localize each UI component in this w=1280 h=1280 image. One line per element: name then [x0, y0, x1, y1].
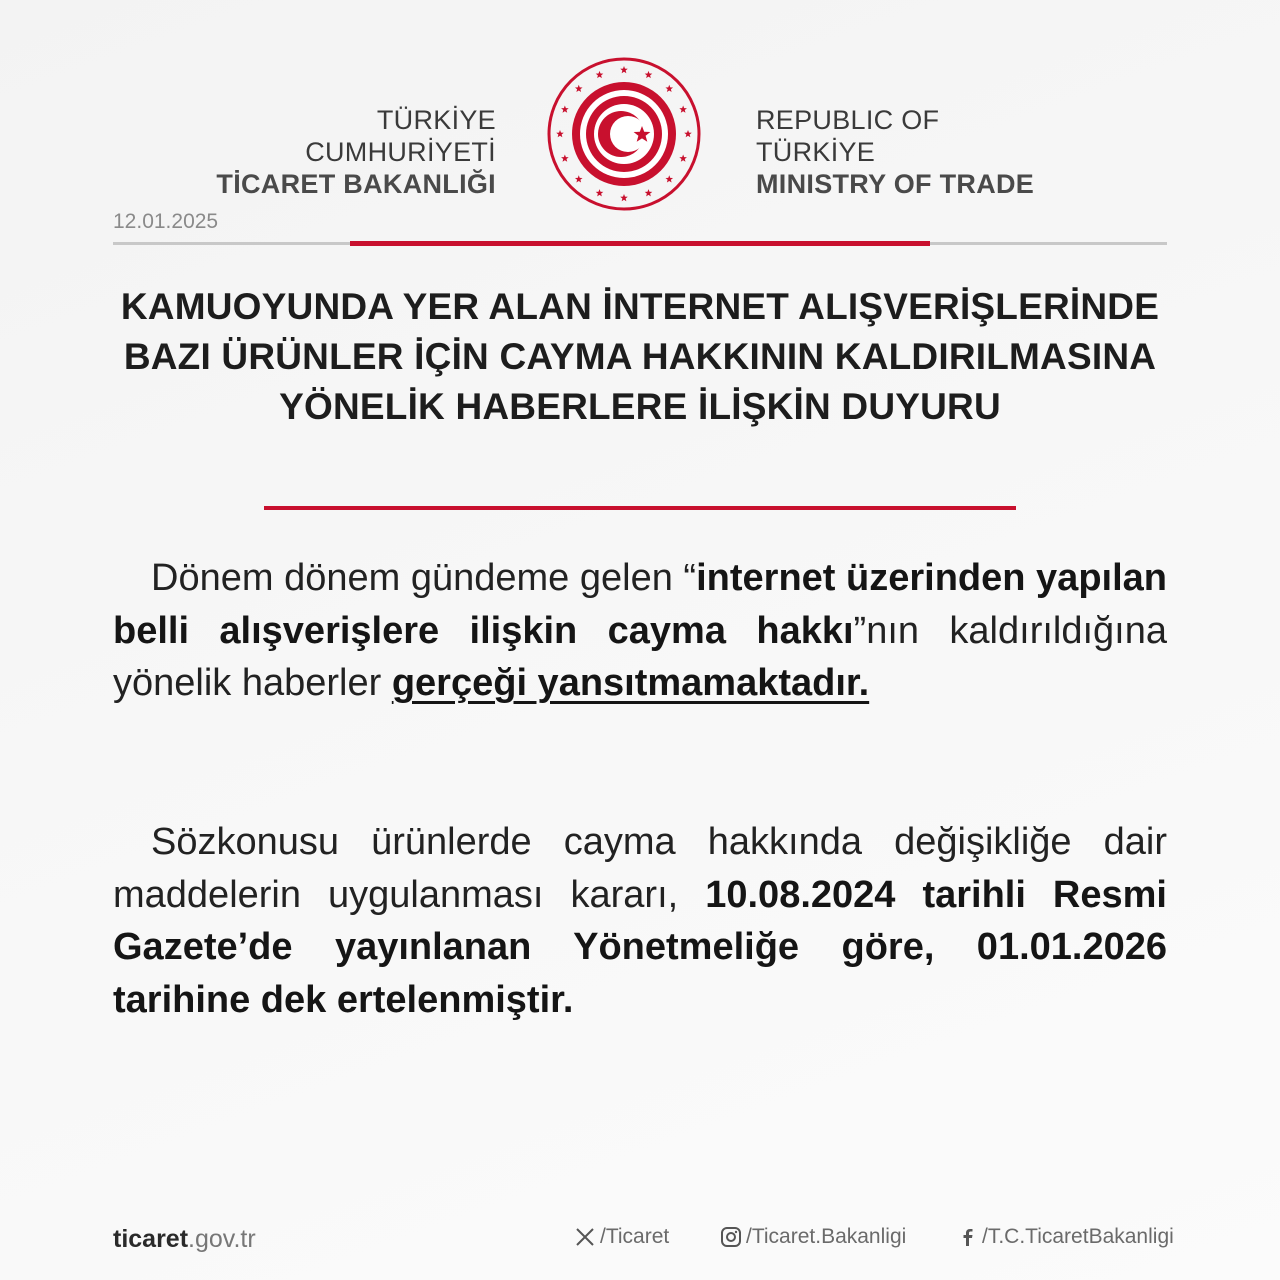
- paragraph-2-intro: Sözkonusu ürünlerde cayma hakkında değişikliğe dair maddelerin uygulanması kararı,: [113, 821, 1167, 916]
- seal-star: [575, 175, 583, 182]
- footer-site-rest: .gov.tr: [188, 1225, 256, 1253]
- seal-star: [645, 189, 653, 196]
- paragraph-1-bold: internet üzerinden yapılan belli alışverişlere ilişkin cayma hakkı: [113, 557, 1167, 652]
- seal-star: [561, 106, 569, 113]
- seal-star: [556, 130, 564, 137]
- seal-star: [665, 85, 673, 92]
- footer-site-bold: ticaret: [113, 1225, 189, 1253]
- seal-star: [620, 194, 628, 201]
- footer-social-x[interactable]: [574, 1225, 669, 1249]
- paragraph-1-intro: Dönem dönem gündeme gelen “: [151, 557, 697, 599]
- ministry-seal-crescent-star-icon: [546, 56, 702, 212]
- paragraph-1-underlined: gerçeği yansıtmamaktadır.: [391, 662, 870, 704]
- seal-star: [679, 154, 687, 161]
- footer-social-instagram-label: /Ticaret.Bakanligi: [746, 1225, 907, 1248]
- paragraph-2: [113, 816, 1167, 1026]
- footer-social-facebook-label: /T.C.TicaretBakanligi: [982, 1225, 1174, 1248]
- seal-star: [679, 106, 687, 113]
- instagram-icon: [720, 1226, 742, 1248]
- paragraph-1: [113, 552, 1167, 710]
- facebook-icon: [956, 1226, 978, 1248]
- footer-social-x-label: /Ticaret: [600, 1225, 670, 1248]
- footer-social-facebook[interactable]: [956, 1225, 1174, 1249]
- x-icon: [574, 1226, 596, 1248]
- seal-star: [665, 175, 673, 182]
- footer-website[interactable]: [113, 1225, 256, 1254]
- seal-star: [561, 154, 569, 161]
- paragraph-1-middle: ”nın kaldırıldığına yönelik haberler: [113, 609, 1167, 704]
- header-divider-accent: [350, 241, 930, 246]
- header-left-line2: TİCARET BAKANLIĞI: [216, 169, 496, 199]
- header-right: [756, 104, 1056, 200]
- seal-star: [596, 71, 604, 78]
- announcement-date: 12.01.2025: [113, 210, 219, 233]
- header-left-line1: TÜRKİYE CUMHURİYETİ: [305, 105, 496, 167]
- header-right-line2: MINISTRY OF TRADE: [756, 169, 1035, 199]
- footer-social-instagram[interactable]: [720, 1225, 906, 1249]
- paragraph-2-bold: 10.08.2024 tarihli Resmi Gazete’de yayınlanan Yönetmeliğe göre, 01.01.2026 tarihine dek ertelenmiştir.: [113, 873, 1167, 1021]
- announcement-title: KAMUOYUNDA YER ALAN İNTERNET ALIŞVERİŞLERİNDE BAZI ÜRÜNLER İÇİN CAYMA HAKKININ KALDIRILMASINA YÖNELİK HABERLERE İLİŞKİN DUYURU: [120, 286, 1160, 427]
- seal-star: [620, 66, 628, 73]
- seal-star: [645, 71, 653, 78]
- title-divider: [264, 506, 1016, 510]
- seal-star: [684, 130, 692, 137]
- seal-star: [596, 189, 604, 196]
- seal-star: [575, 85, 583, 92]
- header-right-line1: REPUBLIC OF TÜRKİYE: [756, 105, 940, 167]
- header-left: [212, 104, 496, 200]
